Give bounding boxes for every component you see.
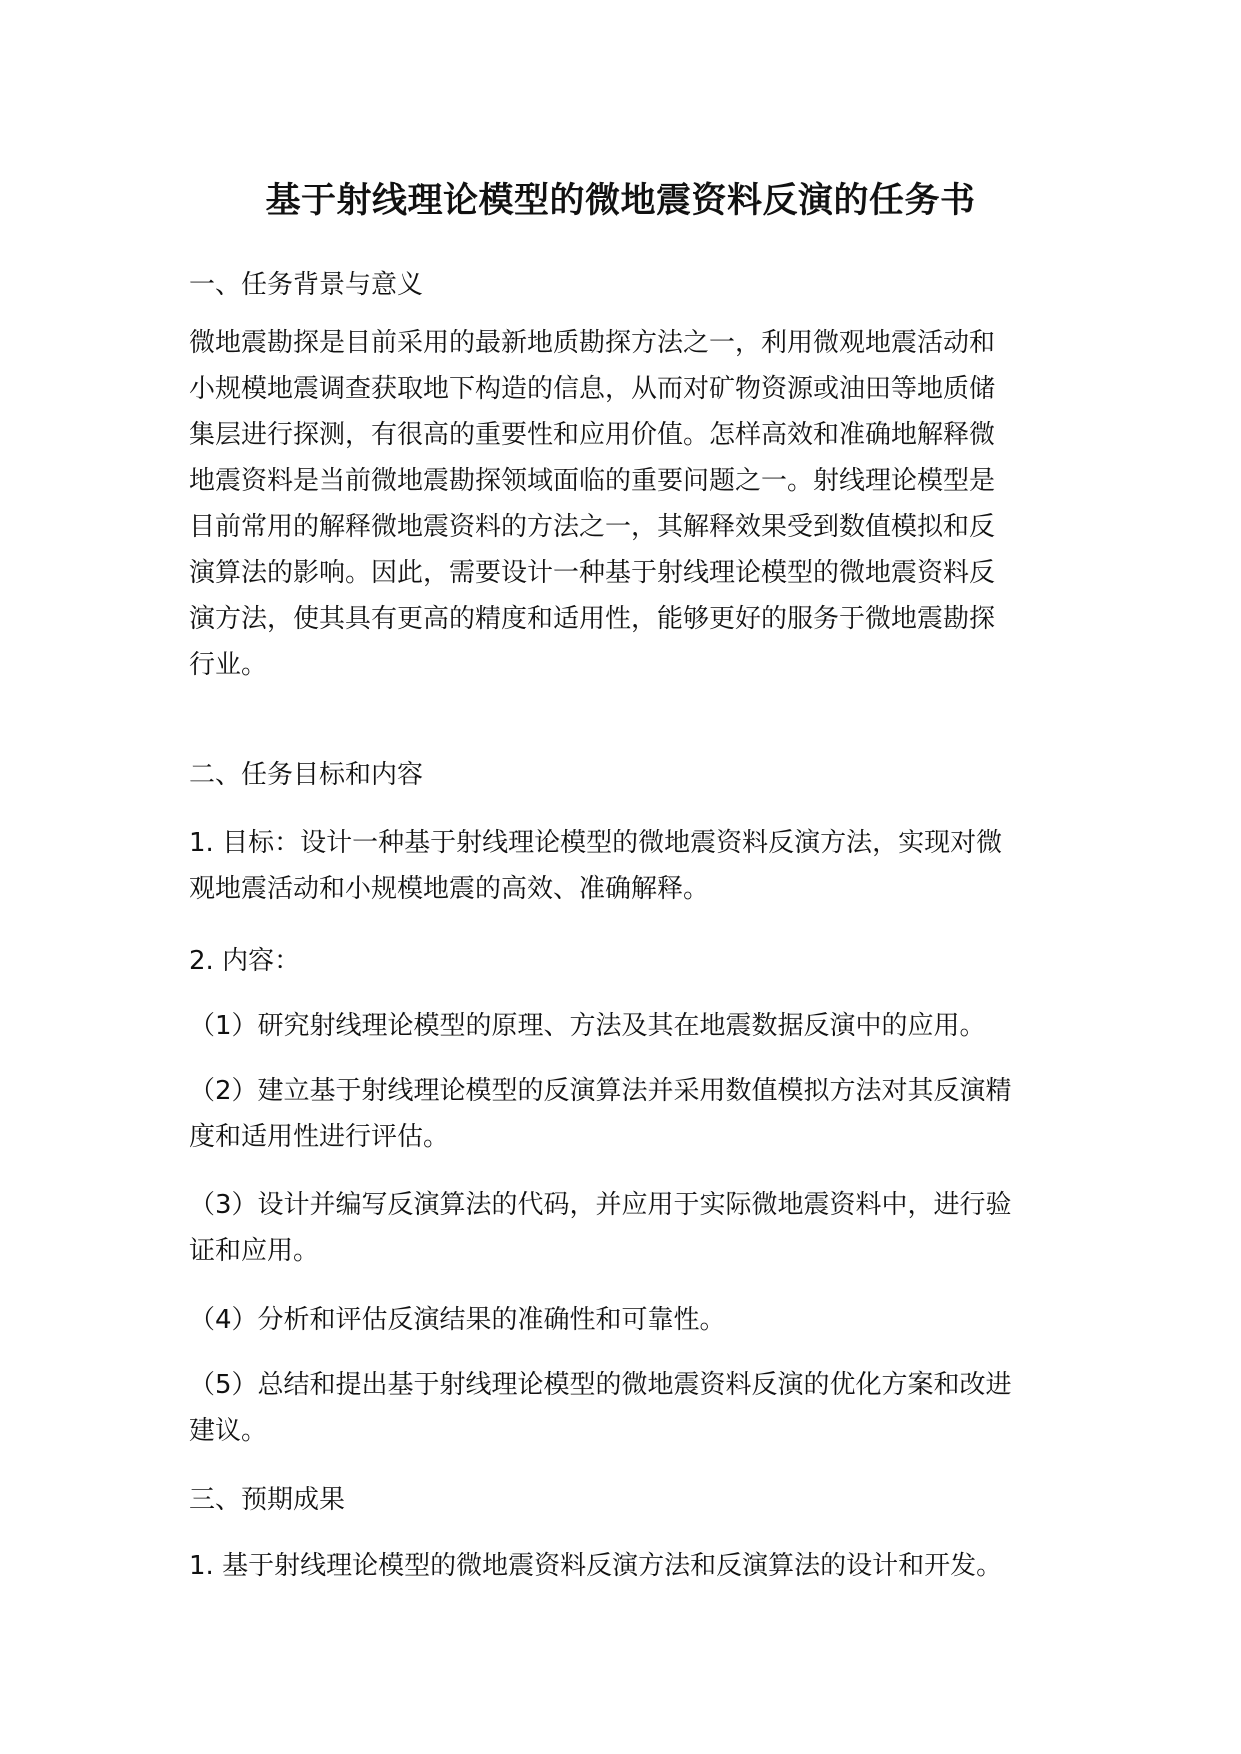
paragraph-line: 地震资料是当前微地震勘探领域面临的重要问题之一。射线理论模型是 xyxy=(189,466,996,496)
goal-paragraph xyxy=(189,820,1059,912)
content-item-2 xyxy=(189,1068,1059,1160)
paragraph-line: 1. 目标：设计一种基于射线理论模型的微地震资料反演方法，实现对微 xyxy=(189,828,1003,858)
paragraph-line: （3）设计并编写反演算法的代码，并应用于实际微地震资料中，进行验 xyxy=(189,1190,1012,1220)
content-item-3 xyxy=(189,1182,1059,1274)
background-paragraph xyxy=(189,320,1059,688)
content-label: 2. 内容： xyxy=(189,946,301,976)
paragraph-line: 目前常用的解释微地震资料的方法之一，其解释效果受到数值模拟和反 xyxy=(189,512,996,542)
paragraph-line: 行业。 xyxy=(189,650,268,680)
paragraph-line: 观地震活动和小规模地震的高效、准确解释。 xyxy=(189,874,710,904)
paragraph-line: 演方法，使其具有更高的精度和适用性，能够更好的服务于微地震勘探 xyxy=(189,604,996,634)
paragraph-line: 集层进行探测，有很高的重要性和应用价值。怎样高效和准确地解释微 xyxy=(189,420,996,450)
paragraph-line: 小规模地震调查获取地下构造的信息，从而对矿物资源或油田等地质储 xyxy=(189,374,996,404)
section-heading-background: 一、任务背景与意义 xyxy=(189,270,424,300)
section-heading-outcomes: 三、预期成果 xyxy=(189,1485,346,1515)
paragraph-line: （2）建立基于射线理论模型的反演算法并采用数值模拟方法对其反演精 xyxy=(189,1076,1012,1106)
paragraph-line: （1）研究射线理论模型的原理、方法及其在地震数据反演中的应用。 xyxy=(189,1011,986,1041)
paragraph-line: （5）总结和提出基于射线理论模型的微地震资料反演的优化方案和改进 xyxy=(189,1370,1012,1400)
document-title: 基于射线理论模型的微地震资料反演的任务书 xyxy=(265,181,976,221)
paragraph-line: 演算法的影响。因此，需要设计一种基于射线理论模型的微地震资料反 xyxy=(189,558,996,588)
content-item-1 xyxy=(189,1003,1059,1049)
paragraph-line: 建议。 xyxy=(189,1416,268,1446)
content-item-5 xyxy=(189,1362,1059,1454)
paragraph-line: 微地震勘探是目前采用的最新地质勘探方法之一，利用微观地震活动和 xyxy=(189,328,996,358)
paragraph-line: 度和适用性进行评估。 xyxy=(189,1122,450,1152)
paragraph-line: （4）分析和评估反演结果的准确性和可靠性。 xyxy=(189,1305,726,1335)
section-heading-goals: 二、任务目标和内容 xyxy=(189,760,424,790)
paragraph-line: 证和应用。 xyxy=(189,1236,320,1266)
outcome-item-1: 1. 基于射线理论模型的微地震资料反演方法和反演算法的设计和开发。 xyxy=(189,1551,1003,1581)
content-item-4 xyxy=(189,1297,1059,1343)
